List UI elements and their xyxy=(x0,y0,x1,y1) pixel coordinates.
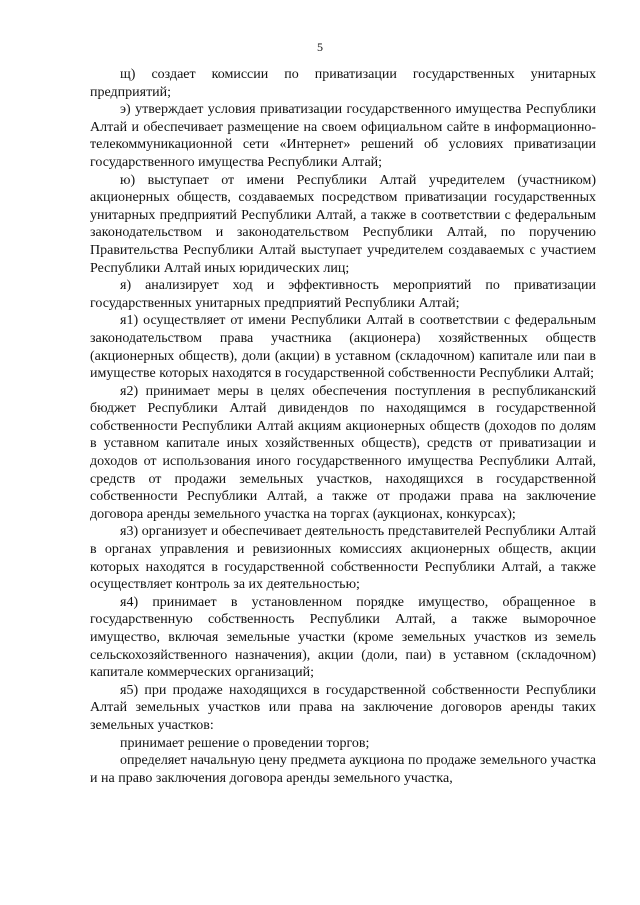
paragraph-e: э) утверждает условия приватизации государственного имущества Республики Алтай и обеспечивает размещение на своем официальном сайте в информационно-телекоммуникационной сети «Интернет» решений об условиях приватизации государственного имущества Республики Алтай; xyxy=(90,102,596,170)
paragraph-yu: ю) выступает от имени Республики Алтай учредителем (участником) акционерных обществ, создаваемых посредством приватизации государственных унитарных предприятий Республики Алтай, а также в соответствии с федеральным законодательством и законодательством Республики Алтай, по поручению Правительства Республики Алтай выступает учредителем создаваемых с участием Республики Алтай иных юридических лиц; xyxy=(90,172,596,276)
paragraph-ya: я) анализирует ход и эффективность мероприятий по приватизации государственных унитарных предприятий Республики Алтай; xyxy=(90,278,596,311)
page-number: 5 xyxy=(317,40,323,54)
paragraph-ya2: я2) принимает меры в целях обеспечения поступления в республиканский бюджет Республики Алтай дивидендов по находящимся в государственной собственности Республики Алтай акциям акционерных обществ (доходов по долям в уставном капитале иных хозяйственных обществ), средств от приватизации и доходов от использования иного государственного имущества Республики Алтай, средств от продажи земельных участков, находящихся в государственной собственности Республики Алтай, а также от продажи права на заключение договора аренды земельного участка на торгах (аукционах, конкурсах); xyxy=(90,383,596,522)
paragraph-auction-decision: принимает решение о проведении торгов; xyxy=(120,735,370,751)
paragraph-ya5: я5) при продаже находящихся в государственной собственности Республики Алтай земельных участков или права на заключение договоров аренды таких земельных участков: xyxy=(90,682,596,733)
paragraph-ya3: я3) организует и обеспечивает деятельность представителей Республики Алтай в органах управления и ревизионных комиссиях акционерных обществ, акции которых находятся в государственной собственности Республики Алтай, а также осуществляет контроль за их деятельностью; xyxy=(90,524,596,593)
paragraph-ya1: я1) осуществляет от имени Республики Алтай в соответствии с федеральным законодательством права участника (акционера) хозяйственных обществ (акционерных обществ), доли (акции) в уставном (складочном) капитале или паи в имуществе которых находятся в государственной собственности Республики Алтай; xyxy=(90,313,596,382)
paragraph-initial-price: определяет начальную цену предмета аукциона по продаже земельного участка и на право заключения договора аренды земельного участка, xyxy=(90,753,596,786)
document-body xyxy=(90,66,596,787)
paragraph-shch: щ) создает комиссии по приватизации государственных унитарных предприятий; xyxy=(90,67,596,100)
paragraph-ya4: я4) принимает в установленном порядке имущество, обращенное в государственную собственность Республики Алтай, а также выморочное имущество, включая земельные участки (кроме земельных участков из земель сельскохозяйственного назначения), акции (доли, паи) в уставном (складочном) капитале коммерческих организаций; xyxy=(90,594,596,681)
